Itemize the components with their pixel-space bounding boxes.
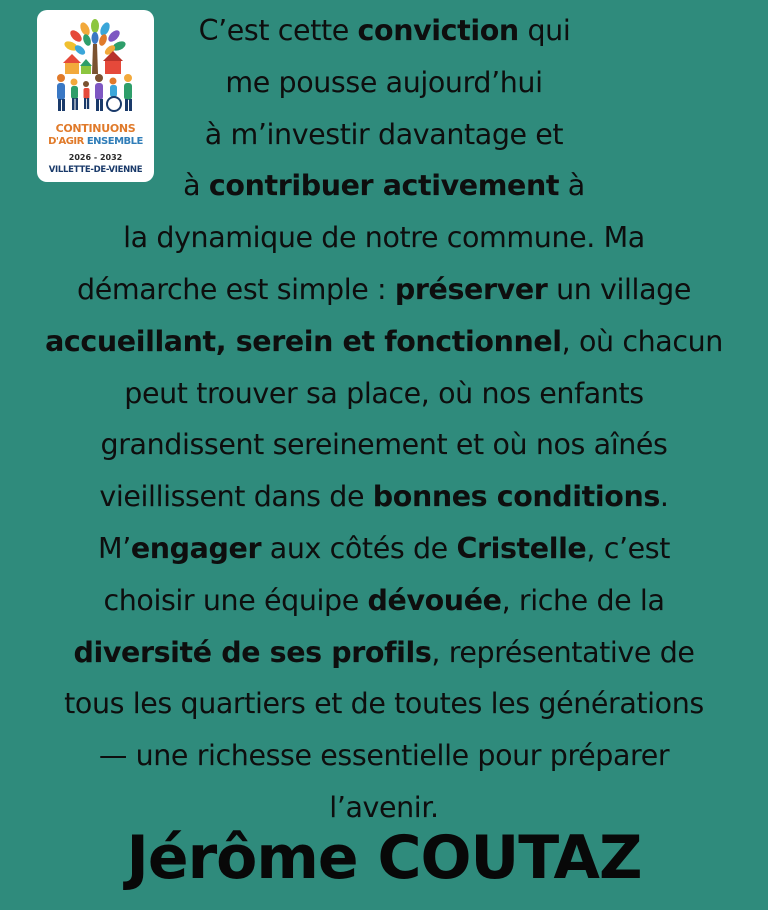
logo-years: 2026 - 2032: [68, 153, 123, 162]
text-line: choisir une équipe dévouée, riche de la: [103, 583, 665, 617]
logo-town: VILLETTE-DE-VIENNE: [48, 165, 143, 175]
text-line: démarche est simple : préserver un village: [77, 272, 691, 306]
text-line: à m’investir davantage et: [204, 117, 564, 151]
logo-line-2: D'AGIR ENSEMBLE: [48, 136, 143, 147]
logo-line-1: CONTINUONS: [55, 122, 136, 135]
text-line: C’est cette conviction qui: [198, 14, 571, 47]
text-line: me pousse aujourd’hui: [225, 65, 543, 99]
text-line: peut trouver sa place, où nos enfants: [124, 376, 644, 410]
text-line: l’avenir.: [329, 790, 439, 824]
text-line: tous les quartiers et de toutes les générations: [64, 687, 704, 721]
text-line: à contribuer activement à: [183, 169, 585, 203]
text-line: M’engager aux côtés de Cristelle, c’est: [98, 531, 670, 565]
text-line: diversité de ses profils, représentative de: [73, 635, 695, 669]
text-line: la dynamique de notre commune. Ma: [123, 221, 645, 255]
text-line: grandissent sereinement et où nos aînés: [100, 428, 668, 462]
text-line: accueillant, serein et fonctionnel, où chacun: [45, 324, 723, 358]
text-line: — une richesse essentielle pour préparer: [98, 739, 670, 773]
signature-name: Jérôme COUTAZ: [126, 823, 642, 893]
testimony-text: [0, 5, 768, 834]
text-line: vieillissent dans de bonnes conditions.: [99, 480, 669, 514]
